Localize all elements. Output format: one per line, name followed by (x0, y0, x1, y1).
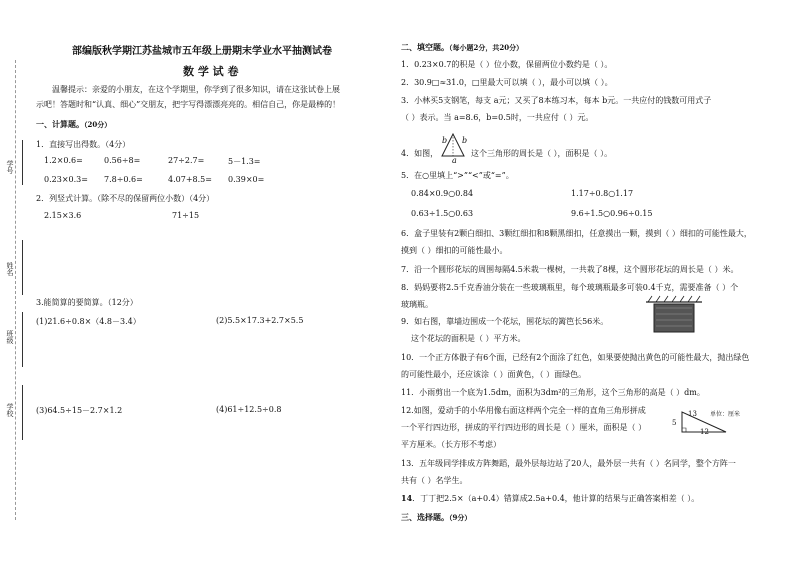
s2-q5-item2: 1.17÷0.8○1.17 (571, 189, 634, 198)
s2-q10-line1: 10．一个正方体骰子有6个面，已经有2个面涂了红色，如果要使抛出黄色的可能性最大，抛出绿色 (401, 353, 750, 362)
s2-q12-line3: 平方厘米。（长方形不考虑） (401, 440, 501, 449)
section3-heading (401, 512, 471, 523)
section2-points: （每小题2分，共20分） (449, 43, 524, 52)
right-triangle-hyp: 13 (688, 410, 697, 418)
s2-q6-line2: 摸到（ ）细扣的可能性最小。 (401, 246, 508, 255)
s1-q2-item2: 71÷15 (172, 211, 200, 220)
s1-q3-item4: (4)61÷12.5÷0.8 (216, 405, 282, 414)
section2-title: 二、填空题。 (401, 42, 449, 52)
section1-points: （20分） (84, 120, 112, 129)
s1-q2-label: 2．列竖式计算。（除不尽的保留两位小数）（4分） (36, 194, 215, 203)
binding-label-class: 班级 (6, 330, 14, 344)
triangle-label-right: b (462, 136, 468, 145)
s2-q11: 11．小雨剪出一个底为1.5dm，面积为3dm²的三角形，这个三角形的高是（ ）dm。 (401, 388, 705, 397)
s1-q3-item2: (2)5.5×17.3+2.7×5.5 (216, 316, 304, 325)
s2-q12-line2: 一个平行四边形，拼成的平行四边形的周长是（ ）厘米，面积是（ ） (401, 423, 647, 432)
section2-heading (401, 42, 523, 53)
s2-q9-line2: 这个花坛的面积是（ ）平方米。 (411, 334, 526, 343)
s1-q1-r1c2: 0.56÷8= (104, 156, 141, 165)
s2-q5-item3: 0.63÷1.5○0.63 (411, 209, 474, 218)
s2-q4: 这个三角形的周长是（ ），面积是（ ）。 (471, 149, 613, 158)
s1-q1-r2c3: 4.07+8.5= (168, 175, 212, 184)
s2-q8-line2: 玻璃瓶。 (401, 300, 433, 309)
s1-q1-label: 1．直接写出得数。（4分） (36, 140, 131, 149)
s2-q14 (401, 493, 699, 504)
section3-points: （9分） (449, 513, 472, 522)
triangle-label-left: b (442, 136, 448, 145)
s1-q1-r2c1: 0.23×0.3= (44, 175, 88, 184)
binding-label-name: 姓名 (6, 262, 14, 276)
s2-q14-text: ．丁丁把2.5×（a+0.4）错算成2.5a+0.4，他计算的结果与正确答案相差（ ）。 (412, 494, 700, 503)
s2-q3-line1: 3．小林买5支钢笔，每支 a元；又买了8本练习本，每本 b元。一共应付的钱数可用式子 (401, 96, 712, 105)
triangle-label-base: a (452, 156, 457, 165)
s2-q5-item1: 0.84×0.9○0.84 (411, 189, 474, 198)
s2-q10-line2: 的可能性最小，还应该涂（ ）面黄色，（ ）面绿色。 (401, 370, 587, 379)
intro-line-2: 示吧！答题时和“认真、细心”交朋友，把字写得漂漂亮亮的。相信自己，你是最棒的！ (36, 100, 341, 109)
s1-q1-r1c3: 27÷2.7= (168, 156, 205, 165)
s1-q1-r1c4: 5－1.3= (228, 157, 261, 166)
binding-fill-line-4 (22, 385, 24, 440)
s1-q1-r1c1: 1.2×0.6= (44, 156, 83, 165)
s2-q12-line1: 12.如图，爱动手的小华用像右面这样两个完全一样的直角三角形拼成 (401, 406, 646, 415)
s2-q5: 5．在○里填上“>”“<”或“=”。 (401, 171, 514, 180)
s1-q2-item1: 2.15×3.6 (44, 211, 82, 220)
s1-q3-label: 3.能简算的要简算。（12分） (36, 298, 138, 307)
s2-q7: 7．沿一个圆形花坛的周围每隔4.5米栽一棵树，一共栽了8棵，这个圆形花坛的周长是（ ）米。 (401, 265, 739, 274)
section1-heading (36, 119, 111, 130)
binding-label-school: 学校 (6, 403, 14, 417)
s1-q1-r2c2: 7.8÷0.6= (104, 175, 143, 184)
exam-title: 部编版秋学期江苏盐城市五年级上册期末学业水平抽测试卷 (72, 46, 332, 57)
s2-q8-line1: 8．妈妈要将2.5千克香油分装在一些玻璃瓶里，每个玻璃瓶最多可装0.4千克，需要准备（ ）个 (401, 283, 739, 292)
s2-q13-line2: 共有（ ）名学生。 (401, 476, 468, 485)
s1-q3-item3: (3)64.5÷15－2.7×1.2 (36, 406, 123, 415)
binding-fill-line-2 (22, 240, 24, 295)
flowerbed-figure (644, 294, 704, 336)
binding-fill-line-1 (22, 140, 24, 185)
s2-q2: 2．30.9□≈31.0，□里最大可以填（ ），最小可以填（ ）。 (401, 78, 613, 87)
s2-q5-item4: 9.6÷1.5○0.96÷0.15 (571, 209, 653, 218)
exam-subtitle: 数 学 试 卷 (183, 65, 239, 78)
binding-label-student-id: 学号 (6, 160, 14, 174)
right-triangle-height: 5 (672, 419, 677, 427)
section1-title: 一、计算题。 (36, 119, 84, 129)
s2-q4-prefix: 4．如图， (401, 149, 439, 158)
section3-title: 三、选择题。 (401, 512, 449, 522)
binding-fill-line-3 (22, 312, 24, 367)
s1-q3-item1: (1)21.6÷0.8×（4.8－3.4） (36, 317, 141, 326)
s2-q9-line1: 9．如右图，靠墙边围成一个花坛，围花坛的篱笆长56米。 (401, 317, 609, 326)
unit-note: 单位：厘米 (710, 411, 741, 418)
s2-q14-number: 14 (401, 493, 413, 503)
s2-q13-line1: 13．五年级同学排成方阵舞蹈，最外层每边站了20人，最外层一共有（ ）名同学，整个方阵一 (401, 459, 736, 468)
binding-dashed-line (15, 60, 16, 520)
s1-q1-r2c4: 0.39×0= (228, 175, 265, 184)
s2-q3-line2: （ ）表示。当 a=8.6，b=0.5时，一共应付（ ）元。 (401, 113, 594, 122)
intro-line-1: 温馨提示：亲爱的小朋友，在这个学期里，你学到了很多知识，请在这张试卷上展 (52, 85, 340, 94)
s2-q1: 1．0.23×0.7的积是（ ）位小数，保留两位小数约是（ ）。 (401, 60, 613, 69)
right-triangle-base: 12 (700, 428, 709, 436)
s2-q6-line1: 6．盒子里装有2颗白细扣、3颗红细扣和8颗黑细扣，任意摸出一颗，摸到（ ）细扣的可能性最大， (401, 229, 752, 238)
